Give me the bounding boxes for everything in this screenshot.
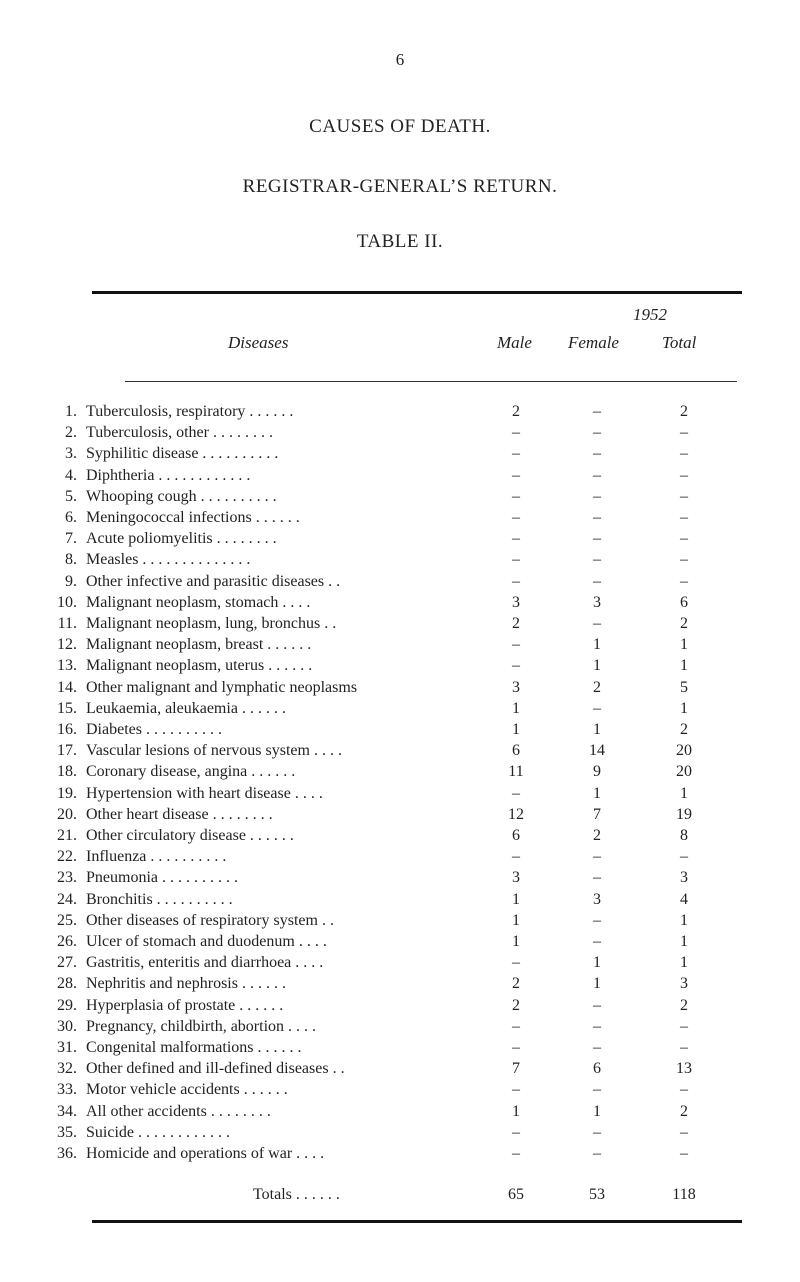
disease-name: Congenital malformations . . . . . . <box>86 1039 302 1056</box>
row-number: 30. <box>57 1017 77 1035</box>
total-count: – <box>680 1145 688 1162</box>
female-count: – <box>593 1145 601 1162</box>
disease-name: Other circulatory disease . . . . . . <box>86 827 294 844</box>
disease-name: Pneumonia . . . . . . . . . . <box>86 869 238 887</box>
female-count: – <box>593 466 601 484</box>
male-count: 1 <box>512 890 520 908</box>
disease-name: Malignant neoplasm, breast . . . . . . <box>86 636 312 654</box>
female-count: – <box>593 933 601 950</box>
male-count: – <box>512 1123 520 1141</box>
row-number: 14. <box>57 678 77 696</box>
year-header: 1952 <box>633 305 667 324</box>
female-count: – <box>593 1039 601 1056</box>
male-count: 3 <box>512 869 520 887</box>
male-count: – <box>512 487 520 505</box>
total-header: Total <box>662 333 697 352</box>
male-count: – <box>512 530 520 548</box>
total-count: – <box>680 848 688 866</box>
male-count: – <box>512 466 520 484</box>
table-row <box>0 677 800 699</box>
total-count: 1 <box>680 657 688 675</box>
female-count: – <box>593 911 601 929</box>
female-count: 3 <box>593 593 601 611</box>
table-row <box>0 1122 800 1144</box>
table-row <box>0 889 800 911</box>
row-number: 33. <box>57 1081 77 1099</box>
row-number: 32. <box>57 1060 77 1078</box>
male-count: – <box>512 954 520 972</box>
disease-name: Malignant neoplasm, lung, bronchus . . <box>86 615 337 632</box>
disease-name: Pregnancy, childbirth, abortion . . . . <box>86 1017 317 1035</box>
total-count: 1 <box>680 933 688 950</box>
table-row <box>0 740 800 762</box>
female-count: – <box>593 1123 601 1141</box>
disease-name: Syphilitic disease . . . . . . . . . . <box>86 445 279 463</box>
female-count: 1 <box>593 784 601 802</box>
female-count: – <box>593 869 601 887</box>
table-row <box>0 528 800 550</box>
male-count: – <box>512 424 520 442</box>
disease-name: Other malignant and lymphatic neoplasms <box>86 678 358 696</box>
disease-name: Other infective and parasitic diseases . . <box>86 572 341 590</box>
female-count: 7 <box>593 805 601 823</box>
main-heading: CAUSES OF DEATH. <box>309 116 491 137</box>
disease-name: Homicide and operations of war . . . . <box>86 1145 325 1162</box>
table-row <box>0 1058 800 1080</box>
male-count: – <box>512 657 520 675</box>
row-number: 28. <box>57 975 77 993</box>
female-count: – <box>593 530 601 548</box>
table-row <box>0 634 800 656</box>
row-number: 10. <box>57 593 77 611</box>
total-count: – <box>680 530 688 548</box>
table-row <box>0 655 800 677</box>
table-row <box>0 804 800 826</box>
total-count: 1 <box>680 784 688 802</box>
row-number: 19. <box>57 784 77 802</box>
table-row <box>0 1101 800 1123</box>
female-count: 9 <box>593 763 601 781</box>
page-number: 6 <box>395 50 405 69</box>
header-rule <box>125 381 737 382</box>
row-number: 13. <box>57 657 77 675</box>
table-row <box>0 465 800 487</box>
total-count: 3 <box>680 869 688 887</box>
disease-name: Other diseases of respiratory system . . <box>86 911 334 929</box>
total-count: 1 <box>680 911 688 929</box>
female-count: 1 <box>593 1102 601 1120</box>
male-count: – <box>512 445 520 463</box>
table-row <box>0 719 800 741</box>
row-number: 36. <box>57 1145 77 1162</box>
row-number: 18. <box>57 763 77 781</box>
total-count: 19 <box>676 805 692 823</box>
total-count: 2 <box>680 615 688 632</box>
total-count: – <box>680 1017 688 1035</box>
female-count: 2 <box>593 678 601 696</box>
male-count: – <box>512 848 520 866</box>
female-count: – <box>593 699 601 717</box>
male-count: – <box>512 509 520 526</box>
total-count: 2 <box>680 1102 688 1120</box>
male-count: 1 <box>512 699 520 717</box>
total-count: – <box>680 466 688 484</box>
table-row <box>0 910 800 932</box>
male-count: 1 <box>512 911 520 929</box>
disease-name: Measles . . . . . . . . . . . . . . <box>86 551 251 569</box>
table-row <box>0 867 800 889</box>
male-header: Male <box>497 333 532 352</box>
male-count: 2 <box>512 615 520 632</box>
table-row <box>0 443 800 465</box>
male-count: – <box>512 551 520 569</box>
sub-heading: REGISTRAR-GENERAL’S RETURN. <box>242 176 558 197</box>
disease-name: Coronary disease, angina . . . . . . <box>86 763 296 781</box>
table-row <box>0 422 800 444</box>
total-count: 20 <box>676 763 692 781</box>
row-number: 31. <box>57 1039 77 1056</box>
female-count: 1 <box>593 636 601 654</box>
disease-name: Leukaemia, aleukaemia . . . . . . <box>86 699 286 717</box>
total-count: 2 <box>680 721 688 738</box>
disease-name: Malignant neoplasm, stomach . . . . <box>86 593 311 611</box>
male-count: 1 <box>512 1102 520 1120</box>
disease-name: All other accidents . . . . . . . . <box>86 1102 271 1120</box>
total-count: 5 <box>680 678 688 696</box>
row-number: 9. <box>65 572 77 590</box>
female-count: – <box>593 403 601 420</box>
table-row <box>0 486 800 508</box>
table-row <box>0 952 800 974</box>
total-count: 4 <box>680 890 688 908</box>
female-count: – <box>593 996 601 1014</box>
row-number: 26. <box>57 933 77 950</box>
total-count: – <box>680 509 688 526</box>
female-count: 1 <box>593 657 601 675</box>
female-count: – <box>593 509 601 526</box>
total-count: 8 <box>680 827 688 844</box>
female-count: – <box>593 487 601 505</box>
total-count: 6 <box>680 593 688 611</box>
bottom-rule <box>92 1220 742 1223</box>
table-row <box>0 931 800 953</box>
female-count: 14 <box>589 742 605 760</box>
table-row <box>0 549 800 571</box>
disease-name: Bronchitis . . . . . . . . . . <box>86 890 233 908</box>
disease-name: Acute poliomyelitis . . . . . . . . <box>86 530 277 548</box>
female-count: 6 <box>593 1060 601 1078</box>
male-count: – <box>512 784 520 802</box>
total-count: 2 <box>680 996 688 1014</box>
row-number: 23. <box>57 869 77 887</box>
table-row <box>0 783 800 805</box>
row-number: 24. <box>57 890 77 908</box>
disease-name: Diphtheria . . . . . . . . . . . . <box>86 466 251 484</box>
disease-name: Tuberculosis, other . . . . . . . . <box>86 424 273 442</box>
total-count: – <box>680 1081 688 1099</box>
female-header: Female <box>568 333 619 352</box>
male-count: 11 <box>508 763 524 781</box>
male-count: 6 <box>512 742 520 760</box>
total-count: 1 <box>680 699 688 717</box>
male-count: 7 <box>512 1060 520 1078</box>
male-count: – <box>512 1081 520 1099</box>
female-count: 1 <box>593 954 601 972</box>
table-row <box>0 973 800 995</box>
row-number: 27. <box>57 954 77 972</box>
row-number: 21. <box>57 827 77 844</box>
totals-row <box>0 1184 800 1206</box>
table-row <box>0 825 800 847</box>
disease-name: Tuberculosis, respiratory . . . . . . <box>86 403 294 420</box>
male-count: – <box>512 1145 520 1162</box>
disease-name: Hypertension with heart disease . . . . <box>86 784 323 802</box>
female-count: – <box>593 551 601 569</box>
totals-male: 65 <box>508 1186 524 1203</box>
table-row <box>0 995 800 1017</box>
row-number: 8. <box>65 551 77 569</box>
row-number: 25. <box>57 911 77 929</box>
female-count: – <box>593 572 601 590</box>
table-row <box>0 1079 800 1101</box>
female-count: – <box>593 615 601 632</box>
total-count: – <box>680 445 688 463</box>
female-count: 3 <box>593 890 601 908</box>
row-number: 16. <box>57 721 77 738</box>
row-number: 34. <box>57 1102 77 1120</box>
row-number: 11. <box>57 615 77 632</box>
female-count: – <box>593 424 601 442</box>
male-count: 3 <box>512 678 520 696</box>
table-row <box>0 571 800 593</box>
row-number: 12. <box>57 636 77 654</box>
female-count: 1 <box>593 721 601 738</box>
disease-name: Suicide . . . . . . . . . . . . <box>86 1123 230 1141</box>
row-number: 17. <box>57 742 77 760</box>
total-count: – <box>680 1039 688 1056</box>
table-row <box>0 507 800 529</box>
total-count: 13 <box>676 1060 692 1078</box>
table-row <box>0 761 800 783</box>
disease-name: Diabetes . . . . . . . . . . <box>86 721 222 738</box>
male-count: – <box>512 1039 520 1056</box>
totals-female: 53 <box>589 1186 605 1203</box>
male-count: 6 <box>512 827 520 844</box>
male-count: 2 <box>512 996 520 1014</box>
male-count: 1 <box>512 721 520 738</box>
total-count: – <box>680 487 688 505</box>
totals-total: 118 <box>672 1186 696 1203</box>
disease-name: Whooping cough . . . . . . . . . . <box>86 487 277 505</box>
disease-name: Ulcer of stomach and duodenum . . . . <box>86 933 327 950</box>
male-count: 3 <box>512 593 520 611</box>
row-number: 2. <box>65 424 77 442</box>
row-number: 6. <box>65 509 77 526</box>
female-count: – <box>593 1081 601 1099</box>
table-row <box>0 1016 800 1038</box>
male-count: 12 <box>508 805 524 823</box>
disease-name: Influenza . . . . . . . . . . <box>86 848 227 866</box>
total-count: – <box>680 572 688 590</box>
row-number: 1. <box>65 403 77 420</box>
top-rule <box>92 291 742 294</box>
disease-name: Vascular lesions of nervous system . . . . <box>86 742 342 760</box>
table-row <box>0 1143 800 1165</box>
row-number: 20. <box>57 805 77 823</box>
total-count: 1 <box>680 636 688 654</box>
table-row <box>0 1037 800 1059</box>
total-count: 3 <box>680 975 688 993</box>
female-count: 2 <box>593 827 601 844</box>
row-number: 22. <box>57 848 77 866</box>
totals-label: Totals . . . . . . <box>253 1186 340 1203</box>
disease-name: Other defined and ill-defined diseases . . <box>86 1060 345 1078</box>
table-row <box>0 613 800 635</box>
table-row <box>0 698 800 720</box>
total-count: – <box>680 424 688 442</box>
disease-name: Hyperplasia of prostate . . . . . . <box>86 996 284 1014</box>
row-number: 29. <box>57 996 77 1014</box>
row-number: 35. <box>57 1123 77 1141</box>
disease-name: Nephritis and nephrosis . . . . . . <box>86 975 286 993</box>
total-count: 1 <box>680 954 688 972</box>
disease-name: Other heart disease . . . . . . . . <box>86 805 273 823</box>
table-row <box>0 401 800 423</box>
female-count: – <box>593 1017 601 1035</box>
row-number: 4. <box>65 466 77 484</box>
male-count: 2 <box>512 403 520 420</box>
total-count: – <box>680 551 688 569</box>
diseases-header: Diseases <box>228 333 289 352</box>
row-number: 3. <box>65 445 77 463</box>
disease-name: Gastritis, enteritis and diarrhoea . . . . <box>86 954 324 972</box>
total-count: – <box>680 1123 688 1141</box>
male-count: – <box>512 572 520 590</box>
male-count: 2 <box>512 975 520 993</box>
disease-name: Meningococcal infections . . . . . . <box>86 509 300 526</box>
row-number: 7. <box>65 530 77 548</box>
table-row <box>0 592 800 614</box>
male-count: – <box>512 636 520 654</box>
disease-name: Motor vehicle accidents . . . . . . <box>86 1081 288 1099</box>
row-number: 15. <box>57 699 77 717</box>
disease-name: Malignant neoplasm, uterus . . . . . . <box>86 657 313 675</box>
male-count: – <box>512 1017 520 1035</box>
total-count: 2 <box>680 403 688 420</box>
table-heading: TABLE II. <box>356 231 444 252</box>
female-count: – <box>593 445 601 463</box>
row-number: 5. <box>65 487 77 505</box>
female-count: – <box>593 848 601 866</box>
table-row <box>0 846 800 868</box>
female-count: 1 <box>593 975 601 993</box>
male-count: 1 <box>512 933 520 950</box>
total-count: 20 <box>676 742 692 760</box>
